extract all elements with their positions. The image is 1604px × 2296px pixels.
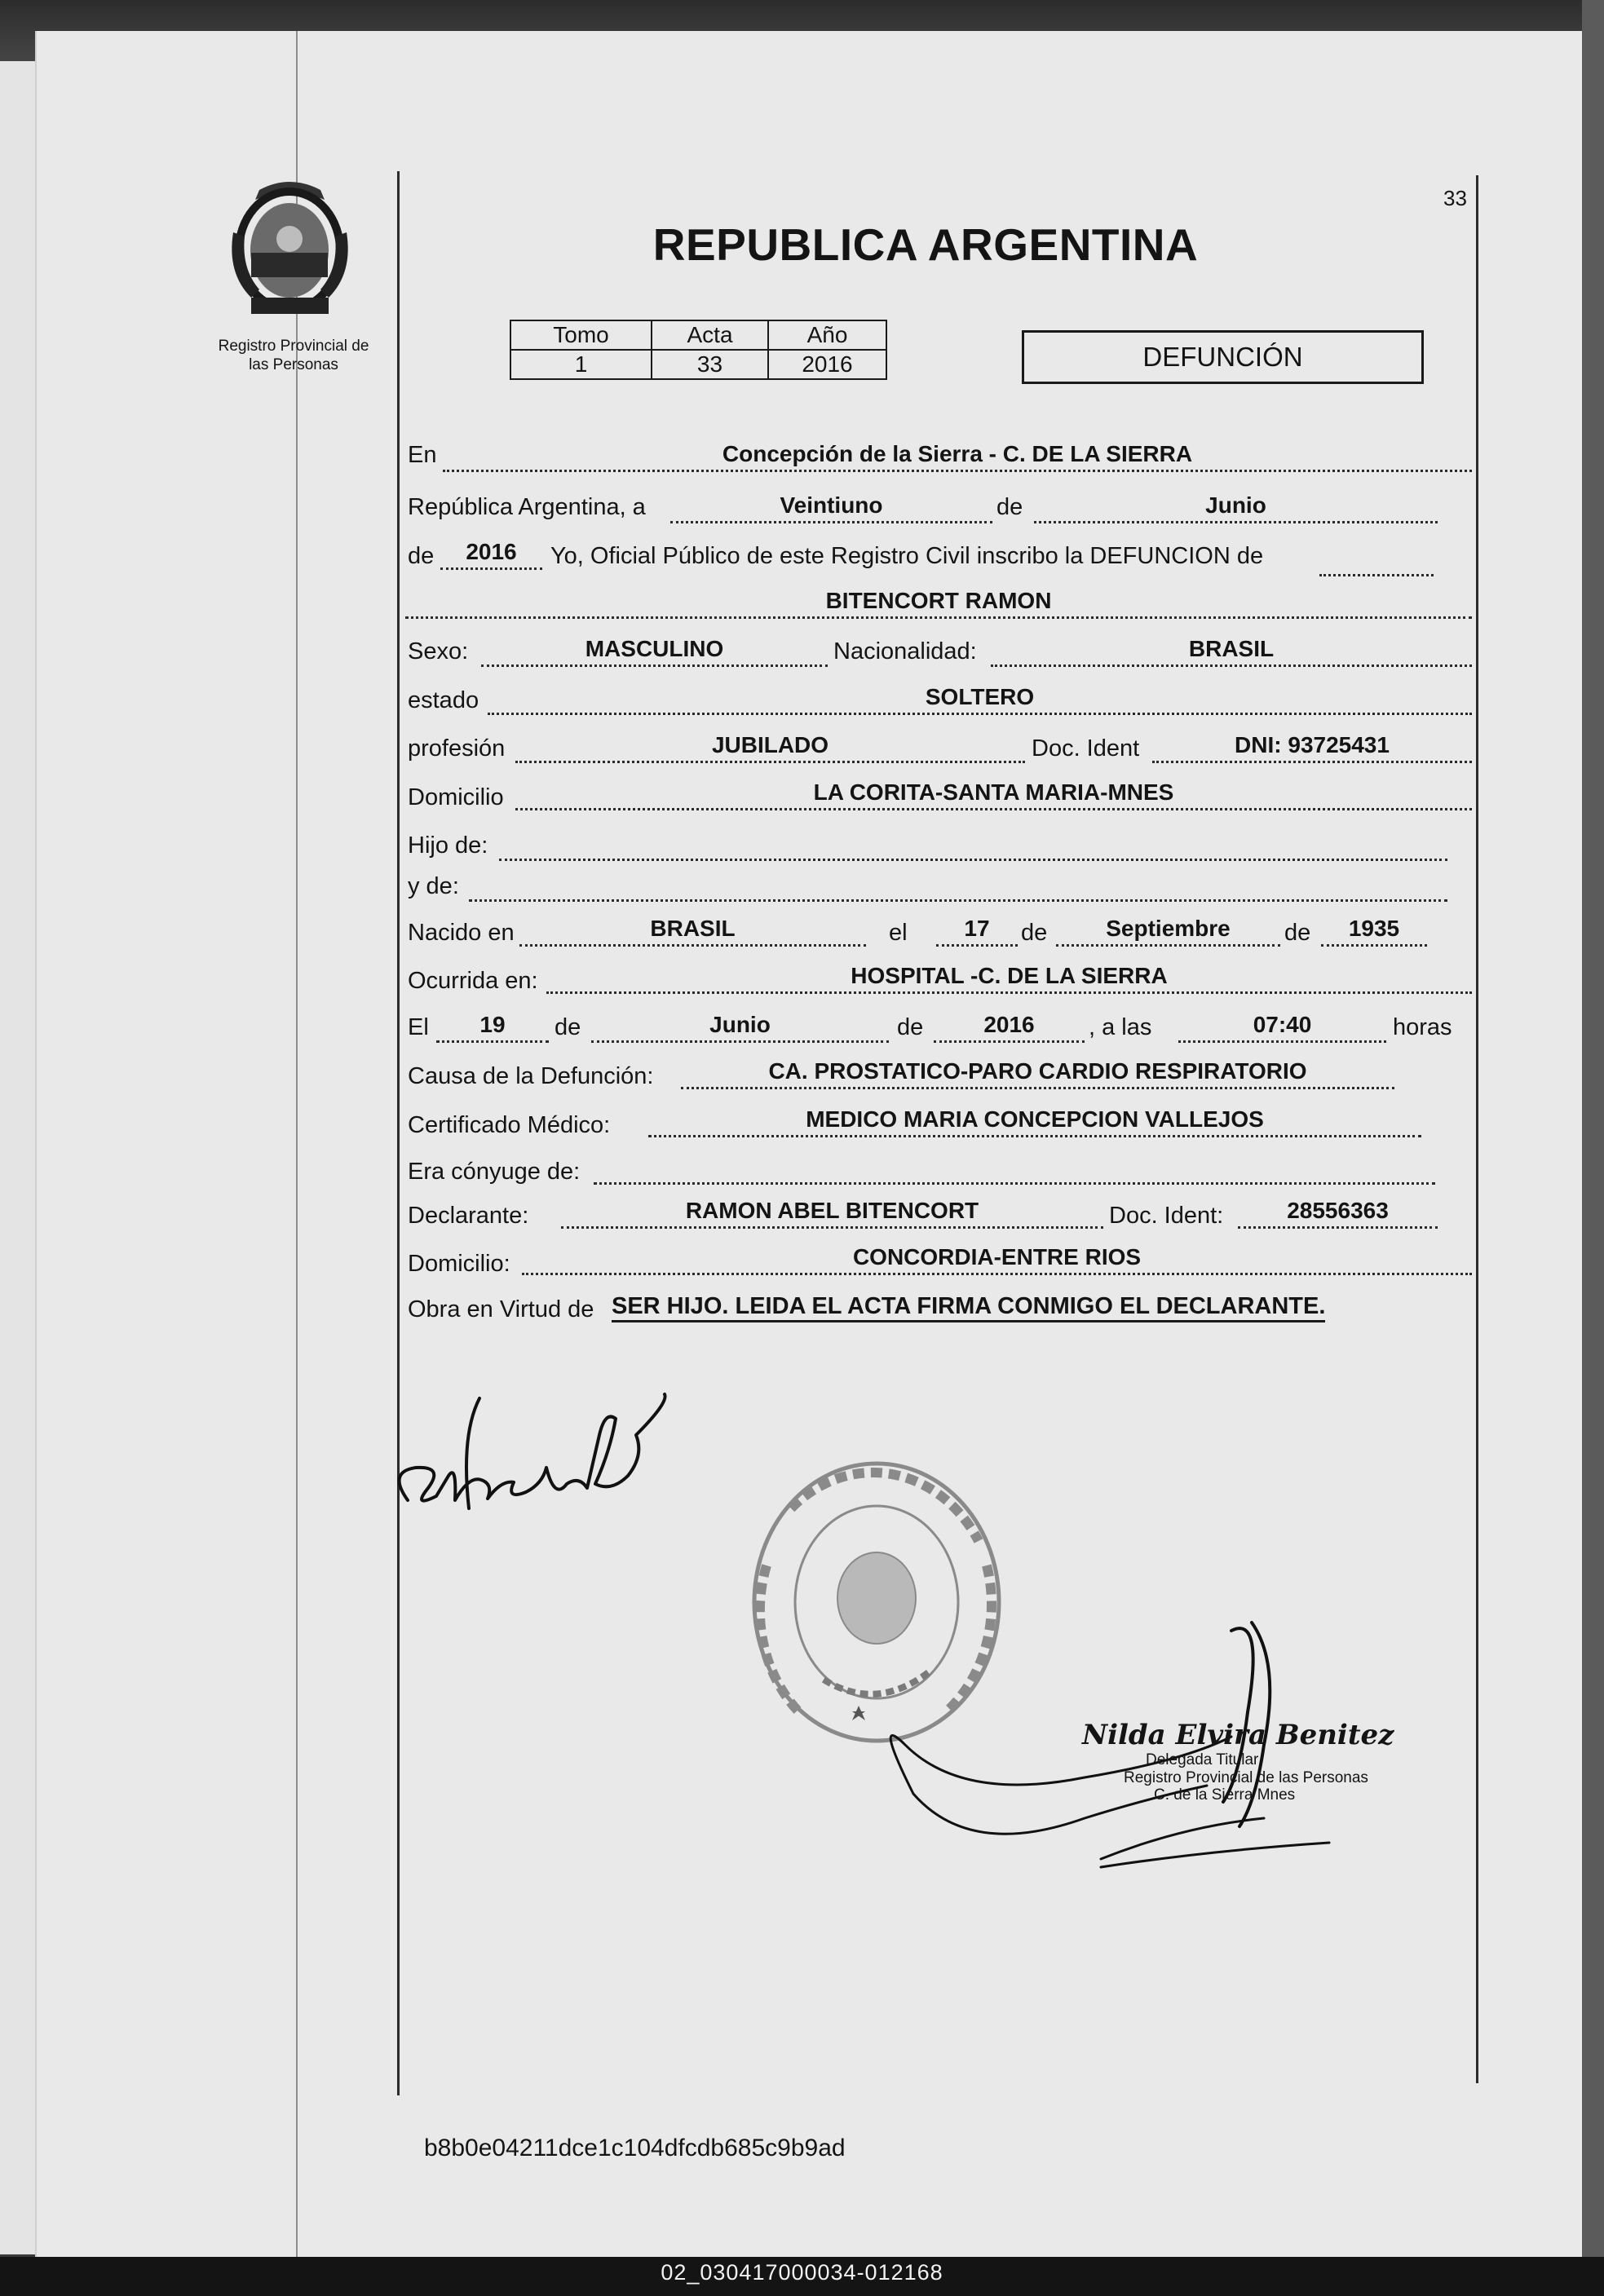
decl-domicilio-label: Domicilio: xyxy=(408,1251,510,1277)
document-hash: b8b0e04211dce1c104dfcdb685c9b9ad xyxy=(424,2135,846,2161)
official-org: Registro Provincial de las Personas xyxy=(1124,1769,1368,1786)
declarante-label: Declarante: xyxy=(408,1203,529,1229)
obra-label: Obra en Virtud de xyxy=(408,1296,594,1322)
tomo-value: 1 xyxy=(510,350,652,379)
y-de-label: y de: xyxy=(408,873,459,899)
birth-month-field: Septiembre xyxy=(1056,915,1280,947)
ano-header: Año xyxy=(768,320,886,350)
declarante-field: RAMON ABEL BITENCORT xyxy=(561,1197,1103,1229)
hijo-field xyxy=(499,829,1447,861)
acta-value: 33 xyxy=(652,350,768,379)
registry-table xyxy=(510,320,887,380)
certificado-field: MEDICO MARIA CONCEPCION VALLEJOS xyxy=(648,1106,1421,1137)
official-text: Yo, Oficial Público de este Registro Civil inscribo la DEFUNCION de xyxy=(550,543,1264,569)
registry-caption-line2: las Personas xyxy=(249,356,338,373)
death-de2-label: de xyxy=(897,1014,924,1040)
hijo-label: Hijo de: xyxy=(408,832,488,859)
year-field: 2016 xyxy=(440,538,542,570)
registry-caption xyxy=(196,337,391,374)
domicilio-label: Domicilio xyxy=(408,784,504,810)
sexo-field: MASCULINO xyxy=(481,635,828,667)
acta-header: Acta xyxy=(652,320,768,350)
causa-label: Causa de la Defunción: xyxy=(408,1063,654,1089)
republica-label: República Argentina, a xyxy=(408,494,646,520)
estado-label: estado xyxy=(408,687,479,713)
y-de-field xyxy=(469,870,1447,902)
official-name: Nilda Elvira Benitez xyxy=(1082,1719,1394,1751)
nacionalidad-label: Nacionalidad: xyxy=(833,638,977,665)
tomo-header: Tomo xyxy=(510,320,652,350)
death-year-field: 2016 xyxy=(934,1011,1085,1043)
obra-field: SER HIJO. LEIDA EL ACTA FIRMA CONMIGO EL DECLARANTE. xyxy=(612,1292,1325,1322)
birth-day-field: 17 xyxy=(936,915,1018,947)
death-month-field: Junio xyxy=(591,1011,889,1043)
official-role: Delegada Titular xyxy=(1146,1751,1259,1768)
doc-ident-field: DNI: 93725431 xyxy=(1152,731,1472,763)
form-left-border xyxy=(397,171,400,2095)
conyuge-label: Era cónyuge de: xyxy=(408,1159,581,1185)
form-right-border xyxy=(1476,175,1478,2083)
ocurrida-field: HOSPITAL -C. DE LA SIERRA xyxy=(546,962,1472,994)
birth-de2-label: de xyxy=(1284,920,1311,946)
birth-de1-label: de xyxy=(1021,920,1048,946)
en-label: En xyxy=(408,442,437,468)
ocurrida-label: Ocurrida en: xyxy=(408,968,538,994)
nacido-label: Nacido en xyxy=(408,920,515,946)
causa-field: CA. PROSTATICO-PARO CARDIO RESPIRATORIO xyxy=(681,1057,1394,1089)
de-label: de xyxy=(996,494,1023,520)
ano-value: 2016 xyxy=(768,350,886,379)
decl-doc-label: Doc. Ident: xyxy=(1109,1203,1224,1229)
month-field: Junio xyxy=(1034,492,1438,523)
birth-year-field: 1935 xyxy=(1321,915,1427,947)
a-las-label: , a las xyxy=(1089,1014,1152,1040)
place-field: Concepción de la Sierra - C. DE LA SIERRA xyxy=(443,440,1472,472)
declarant-signature xyxy=(391,1386,685,1525)
certificado-label: Certificado Médico: xyxy=(408,1112,611,1138)
document-type-box: DEFUNCIÓN xyxy=(1022,330,1424,384)
doc-ident-label: Doc. Ident xyxy=(1032,735,1140,762)
background-right xyxy=(1582,0,1604,2296)
estado-field: SOLTERO xyxy=(488,683,1472,715)
deceased-name-field: BITENCORT RAMON xyxy=(405,587,1472,619)
domicilio-field: LA CORITA-SANTA MARIA-MNES xyxy=(515,779,1472,810)
death-day-field: 19 xyxy=(436,1011,549,1043)
decl-domicilio-field: CONCORDIA-ENTRE RIOS xyxy=(522,1243,1472,1275)
el-label: el xyxy=(889,920,908,946)
footer-id: 02_030417000034-012168 xyxy=(661,2260,943,2285)
official-place: C. de la Sierra Mnes xyxy=(1154,1786,1296,1804)
day-words-field: Veintiuno xyxy=(670,492,992,523)
profesion-label: profesión xyxy=(408,735,506,762)
page-title: REPUBLICA ARGENTINA xyxy=(652,219,1199,270)
registry-caption-line1: Registro Provincial de xyxy=(218,338,369,355)
official-trailing-field xyxy=(1319,545,1434,576)
decl-doc-field: 28556363 xyxy=(1238,1197,1438,1229)
sexo-label: Sexo: xyxy=(408,638,469,665)
year-prefix-label: de xyxy=(408,543,435,569)
horas-label: horas xyxy=(1393,1014,1452,1040)
death-time-field: 07:40 xyxy=(1178,1011,1386,1043)
nacido-en-field: BRASIL xyxy=(519,915,866,947)
el2-label: El xyxy=(408,1014,429,1040)
conyuge-field xyxy=(594,1153,1435,1185)
death-de1-label: de xyxy=(555,1014,581,1040)
page-number: 33 xyxy=(1443,186,1467,210)
profesion-field: JUBILADO xyxy=(515,731,1025,763)
nacionalidad-field: BRASIL xyxy=(991,635,1472,667)
